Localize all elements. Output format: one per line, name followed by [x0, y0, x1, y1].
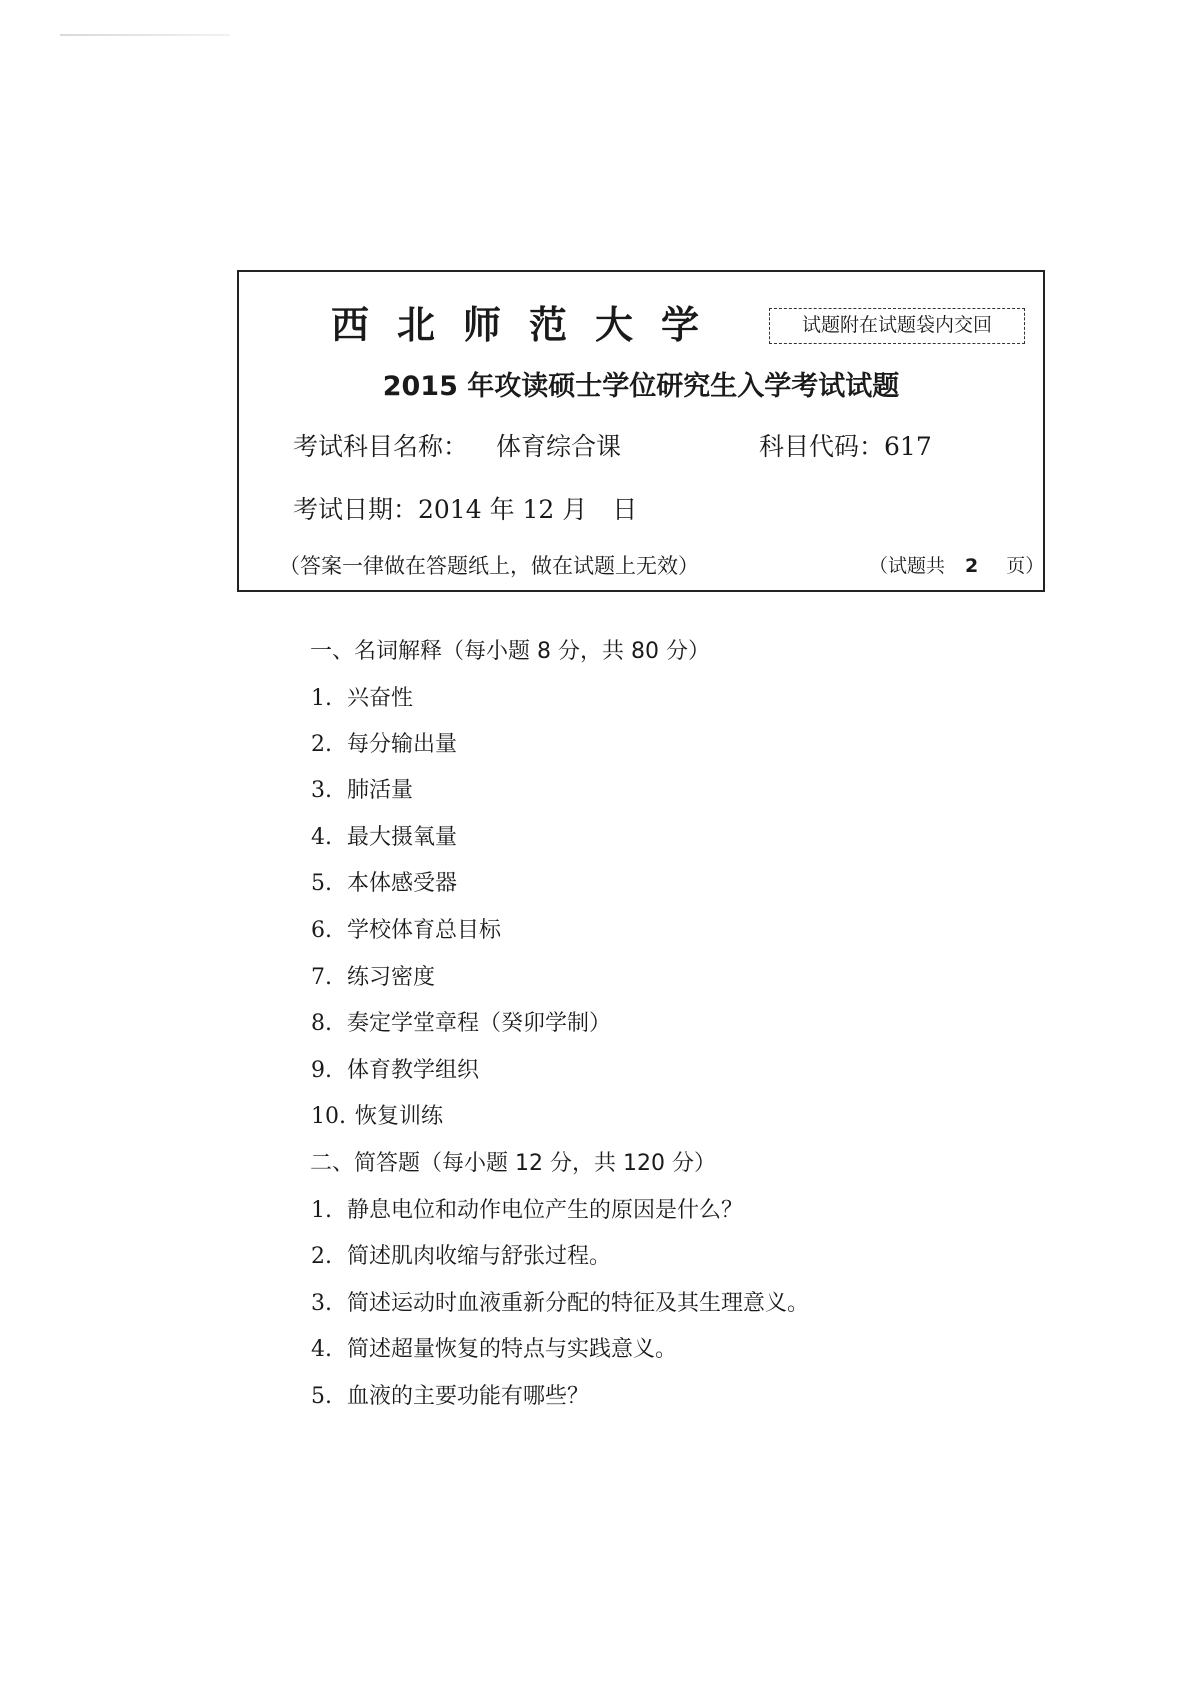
item-text: 恢复训练 — [355, 1104, 444, 1129]
answer-notice: （答案一律做在答题纸上，做在试题上无效） — [279, 554, 699, 578]
list-item — [311, 1286, 809, 1317]
subject-code-value: 617 — [884, 432, 932, 461]
item-number: 3. — [311, 1291, 332, 1316]
subject-row — [293, 427, 621, 463]
section-1-heading: 一、名词解释（每小题 8 分，共 80 分） — [310, 639, 710, 664]
item-number: 2. — [311, 732, 332, 757]
item-text: 体育教学组织 — [347, 1058, 480, 1083]
item-number: 4. — [311, 1337, 332, 1362]
page-count-prefix: （试题共 — [869, 555, 946, 577]
item-number: 5. — [311, 871, 332, 896]
section-2-heading: 二、简答题（每小题 12 分，共 120 分） — [310, 1151, 716, 1176]
list-item — [311, 820, 457, 851]
university-name: 西北师范大学 — [331, 303, 728, 347]
item-number: 10. — [311, 1104, 346, 1129]
item-text: 简述运动时血液重新分配的特征及其生理意义。 — [347, 1291, 810, 1316]
exam-date: 考试日期：2014 年 12 月 日 — [293, 495, 638, 524]
list-item — [311, 681, 413, 712]
item-text: 学校体育总目标 — [347, 918, 502, 943]
list-item — [311, 1239, 611, 1270]
page-count — [869, 551, 1044, 578]
list-item — [311, 960, 435, 991]
item-text: 肺活量 — [347, 778, 414, 803]
subject-label: 考试科目名称： — [293, 432, 469, 461]
subject-name: 体育综合课 — [496, 432, 622, 461]
list-item — [311, 1193, 743, 1224]
item-text: 静息电位和动作电位产生的原因是什么？ — [347, 1198, 744, 1223]
item-number: 1. — [311, 686, 332, 711]
item-number: 1. — [311, 1198, 332, 1223]
item-text: 简述肌肉收缩与舒张过程。 — [347, 1244, 612, 1269]
subject-code-label: 科目代码： — [759, 432, 885, 461]
item-number: 3. — [311, 778, 332, 803]
page-count-number: 2 — [965, 555, 979, 577]
item-number: 8. — [311, 1011, 332, 1036]
list-item — [311, 1006, 611, 1037]
item-number: 4. — [311, 825, 332, 850]
subject-code-row — [759, 427, 932, 463]
exam-header-box — [237, 270, 1045, 592]
list-item — [311, 1053, 479, 1084]
list-item — [311, 1099, 443, 1130]
scan-artifact — [60, 34, 230, 36]
item-text: 兴奋性 — [347, 686, 414, 711]
item-text: 简述超量恢复的特点与实践意义。 — [347, 1337, 678, 1362]
list-item — [311, 773, 413, 804]
item-number: 2. — [311, 1244, 332, 1269]
list-item — [311, 1332, 677, 1363]
item-text: 练习密度 — [347, 965, 436, 990]
item-text: 血液的主要功能有哪些？ — [347, 1384, 590, 1409]
item-text: 本体感受器 — [347, 871, 458, 896]
exam-title: 2015 年攻读硕士学位研究生入学考试试题 — [382, 371, 900, 402]
item-text: 每分输出量 — [347, 732, 458, 757]
return-note-box: 试题附在试题袋内交回 — [769, 308, 1025, 344]
list-item — [311, 866, 457, 897]
item-number: 7. — [311, 965, 332, 990]
item-number: 9. — [311, 1058, 332, 1083]
list-item — [311, 1379, 589, 1410]
page-count-suffix: 页） — [1006, 555, 1045, 577]
list-item — [311, 913, 501, 944]
item-number: 6. — [311, 918, 332, 943]
item-number: 5. — [311, 1384, 332, 1409]
item-text: 奏定学堂章程（癸卯学制） — [347, 1011, 612, 1036]
item-text: 最大摄氧量 — [347, 825, 458, 850]
list-item — [311, 727, 457, 758]
